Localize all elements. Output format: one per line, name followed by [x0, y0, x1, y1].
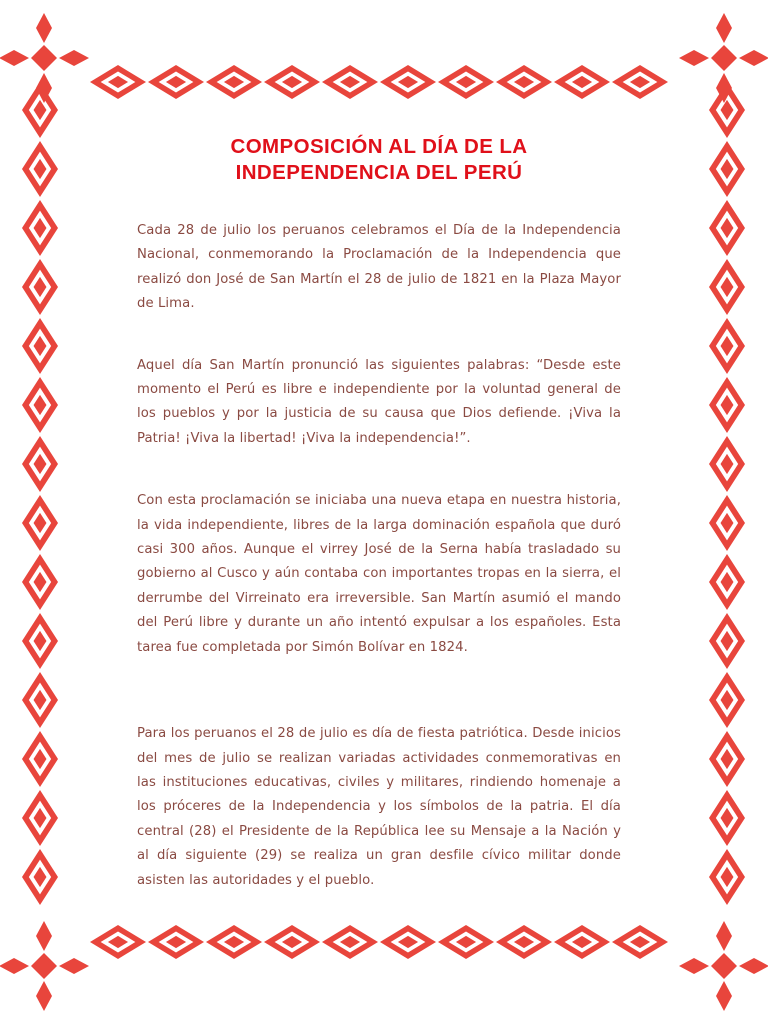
border-diamond	[709, 613, 745, 669]
border-diamond	[22, 377, 58, 433]
border-diamond	[716, 921, 732, 951]
border-diamond	[36, 13, 52, 43]
border-diamond	[709, 495, 745, 551]
border-diamond	[206, 925, 262, 959]
border-diamond	[709, 672, 745, 728]
border-diamond	[709, 200, 745, 256]
paragraph: Cada 28 de julio los peruanos celebramos el Día de la Independencia Nacional, conmemorando la Proclamación de la Independencia que realizó don José de San Martín el 28 de julio de 1821 en la Plaza Mayor de Lima.	[137, 223, 621, 312]
border-diamond	[22, 790, 58, 846]
border-diamond	[739, 50, 768, 66]
border-diamond	[739, 958, 768, 974]
border-diamond	[554, 925, 610, 959]
border-diamond	[22, 672, 58, 728]
border-diamond	[22, 613, 58, 669]
border-diamond	[148, 65, 204, 99]
border-diamond	[22, 259, 58, 315]
border-diamond	[22, 554, 58, 610]
border-diamond	[148, 925, 204, 959]
border-diamond	[709, 318, 745, 374]
border-diamond	[709, 554, 745, 610]
paragraph: Con esta proclamación se iniciaba una nueva etapa en nuestra historia, la vida independiente, libres de la larga dominación española que duró casi 300 años. Aunque el virrey José de la Serna había trasladado su gobierno al Cusco y aún contaba con importantes tropas en la sierra, el derrumbe del Virreinato era irreversible. San Martín asumió el mando del Perú libre y durante un año intentó expulsar a los españoles. Esta tarea fue completada por Simón Bolívar en 1824.	[137, 493, 621, 655]
border-diamond	[709, 731, 745, 787]
border-diamond	[22, 318, 58, 374]
border-diamond	[709, 790, 745, 846]
border-diamond	[22, 495, 58, 551]
border-diamond	[90, 925, 146, 959]
border-diamond	[554, 65, 610, 99]
border-diamond	[59, 958, 89, 974]
border-diamond	[716, 981, 732, 1011]
border-diamond	[264, 65, 320, 99]
border-diamond	[711, 953, 737, 979]
border-diamond	[36, 921, 52, 951]
title-line-1: COMPOSICIÓN AL DÍA DE LA	[230, 135, 528, 158]
border-diamond	[322, 925, 378, 959]
border-diamond	[90, 65, 146, 99]
border-diamond	[438, 65, 494, 99]
border-diamond	[322, 65, 378, 99]
title-line-2: INDEPENDENCIA DEL PERÚ	[235, 161, 523, 184]
border-diamond	[709, 849, 745, 905]
border-diamond	[709, 259, 745, 315]
paragraph: Aquel día San Martín pronunció las siguientes palabras: “Desde este momento el Perú es libre e independiente por la voluntad general de los pueblos y por la justicia de su causa que Dios defiende. ¡Viva la Patria! ¡Viva la libertad! ¡Viva la independencia!”.	[137, 357, 621, 446]
border-diamond	[264, 925, 320, 959]
border-diamond	[438, 925, 494, 959]
border-diamond	[31, 953, 57, 979]
border-diamond	[22, 141, 58, 197]
border-diamond	[679, 958, 709, 974]
border-diamond	[0, 958, 29, 974]
border-diamond	[22, 200, 58, 256]
border-diamond	[612, 925, 668, 959]
border-diamond	[22, 849, 58, 905]
border-diamond	[711, 45, 737, 71]
border-diamond	[0, 50, 29, 66]
border-diamond	[679, 50, 709, 66]
border-diamond	[612, 65, 668, 99]
border-diamond	[380, 65, 436, 99]
page-title	[137, 134, 621, 186]
border-diamond	[709, 436, 745, 492]
border-diamond	[496, 65, 552, 99]
border-diamond	[206, 65, 262, 99]
border-diamond	[716, 13, 732, 43]
paragraph: Para los peruanos el 28 de julio es día de fiesta patriótica. Desde inicios del mes de julio se realizan variadas actividades conmemorativas en las instituciones educativas, civiles y militares, rindiendo homenaje a los próceres de la Independencia y los símbolos de la patria. El día central (28) el Presidente de la República lee su Mensaje a la Nación y al día siguiente (29) se realiza un gran desfile cívico militar donde asisten las autoridades y el pueblo.	[137, 726, 621, 888]
border-diamond	[496, 925, 552, 959]
border-diamond	[36, 981, 52, 1011]
document-body	[137, 134, 621, 893]
border-diamond	[59, 50, 89, 66]
border-diamond	[31, 45, 57, 71]
border-diamond	[709, 377, 745, 433]
border-diamond	[22, 731, 58, 787]
border-diamond	[380, 925, 436, 959]
border-diamond	[709, 141, 745, 197]
border-diamond	[22, 436, 58, 492]
